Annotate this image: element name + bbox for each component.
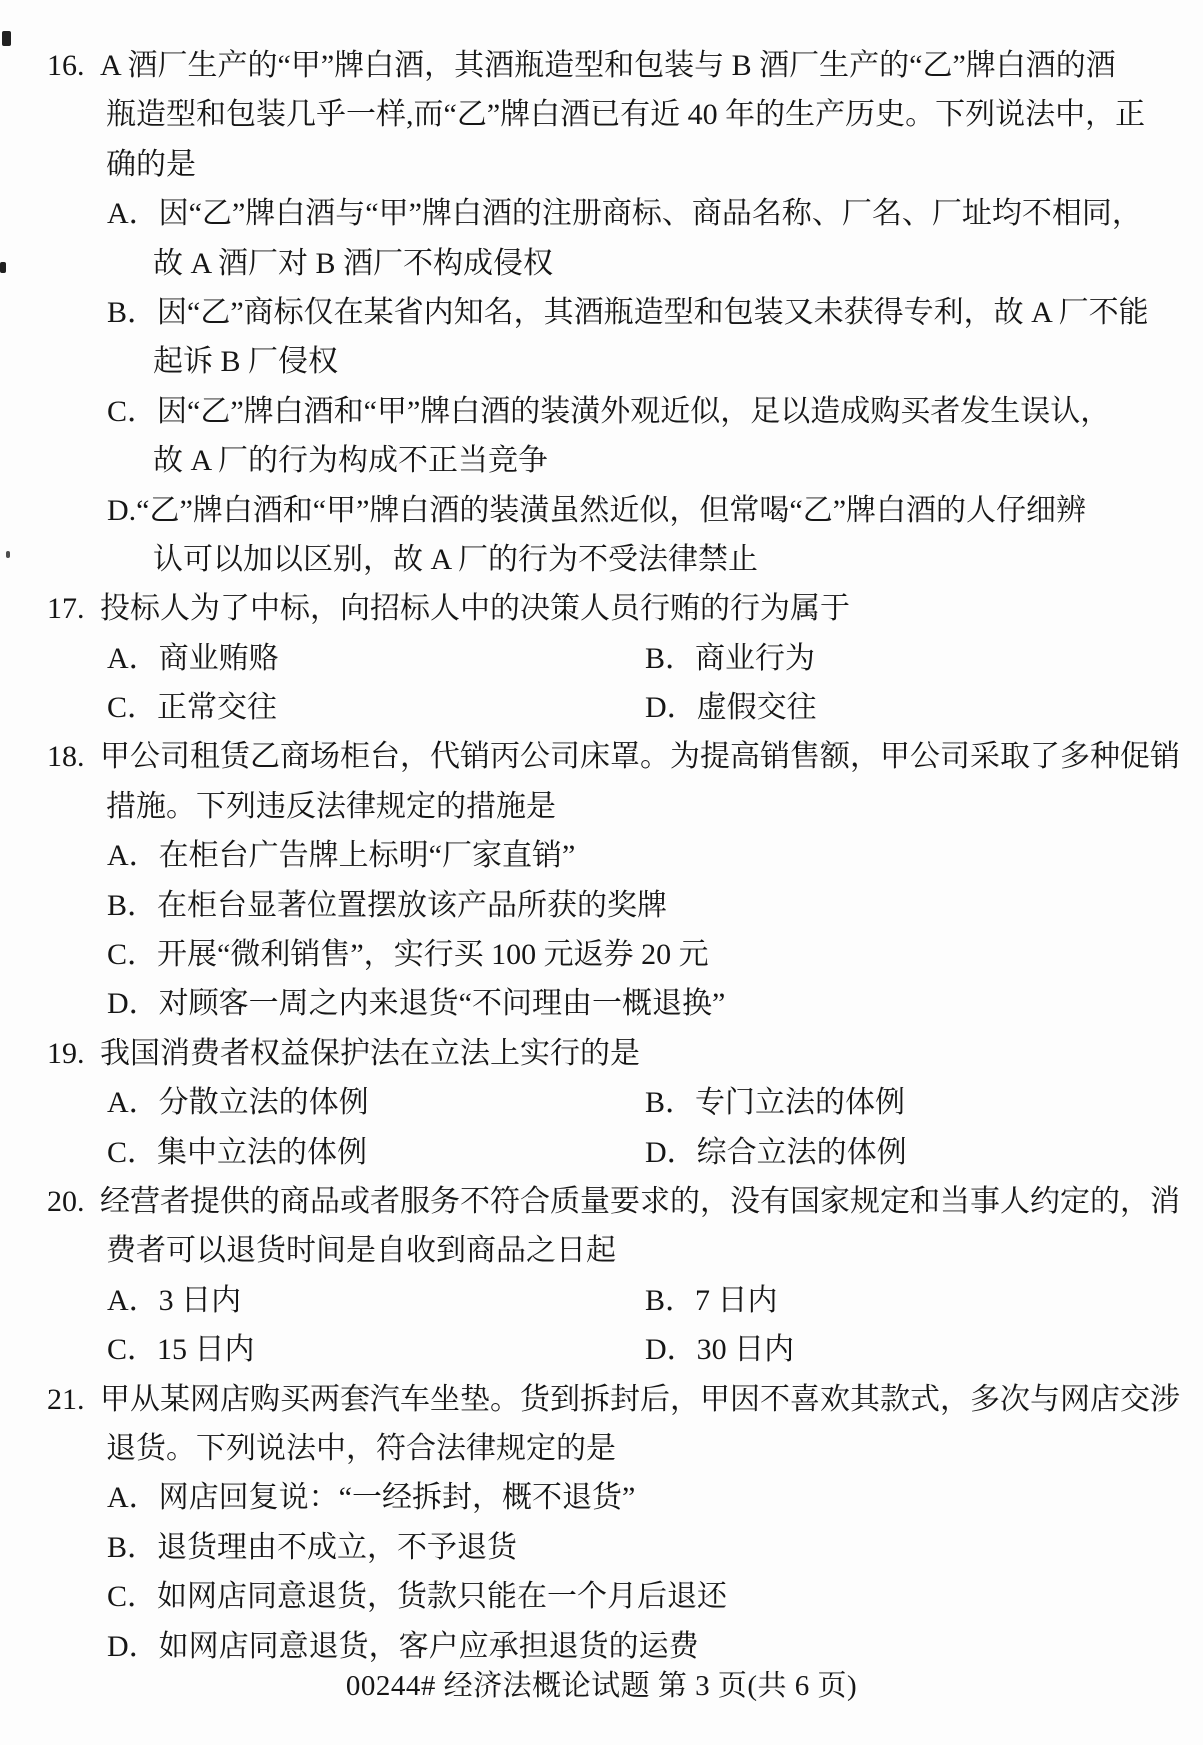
question-18-number: 18. (47, 740, 85, 774)
question-21-stem-line-1 (0, 1375, 1203, 1424)
question-18-option-c: C．开展“微利销售”，实行买 100 元返券 20 元 (107, 938, 709, 972)
question-17-option-b: B．商业行为 (645, 641, 816, 675)
question-16-option-c-line-2: 故 A 厂的行为构成不正当竞争 (153, 444, 549, 478)
question-19-option-c: C．集中立法的体例 (107, 1135, 368, 1169)
question-20-number: 20. (47, 1184, 85, 1218)
question-19-option-b: B．专门立法的体例 (645, 1086, 906, 1120)
question-17-option-row-2 (0, 683, 1203, 732)
question-16-stem-line-1 (0, 41, 1203, 90)
question-19-option-row-2 (0, 1128, 1203, 1177)
question-16-option-b-line-2: 起诉 B 厂侵权 (153, 345, 339, 379)
question-21-option-d: D．如网店同意退货，客户应承担退货的运费 (107, 1629, 699, 1663)
question-17-number: 17. (47, 592, 85, 626)
question-18-stem-line-2: 措施。下列违反法律规定的措施是 (106, 789, 556, 823)
question-17-option-a: A．商业贿赂 (107, 641, 279, 675)
question-19-number: 19. (47, 1036, 85, 1070)
question-16-option-a-line-2: 故 A 酒厂对 B 酒厂不构成侵权 (153, 246, 554, 280)
question-20-option-d: D．30 日内 (645, 1333, 795, 1367)
question-21-option-a: A．网店回复说：“一经拆封，概不退货” (107, 1481, 636, 1515)
question-list (0, 41, 1203, 1671)
question-21-option-b: B．退货理由不成立，不予退货 (107, 1530, 518, 1564)
question-17-stem-line-1 (0, 584, 1203, 633)
question-20-option-a: A．3 日内 (107, 1283, 242, 1317)
page-footer: 00244# 经济法概论试题 第 3 页(共 6 页) (345, 1670, 858, 1702)
question-18-stem-line-1 (0, 732, 1203, 781)
question-18-option-d: D．对顾客一周之内来退货“不问理由一概退换” (107, 987, 726, 1021)
question-18-option-b: B．在柜台显著位置摆放该产品所获的奖牌 (107, 888, 668, 922)
question-16-option-d-line-1: D.“乙”牌白酒和“甲”牌白酒的装潢虽然近似，但常喝“乙”牌白酒的人仔细辨 (107, 493, 1087, 527)
question-21-number: 21. (47, 1382, 85, 1416)
question-21-stem-line-2: 退货。下列说法中，符合法律规定的是 (106, 1431, 616, 1465)
question-18-stem-text: 甲公司租赁乙商场柜台，代销丙公司床罩。为提高销售额，甲公司采取了多种促销 (100, 740, 1180, 774)
question-16-stem-text: A 酒厂生产的“甲”牌白酒，其酒瓶造型和包装与 B 酒厂生产的“乙”牌白酒的酒 (100, 49, 1116, 82)
question-20-option-c: C．15 日内 (107, 1333, 255, 1367)
question-17-stem-text: 投标人为了中标，向招标人中的决策人员行贿的行为属于 (100, 592, 850, 626)
question-21-option-c: C．如网店同意退货，货款只能在一个月后退还 (107, 1580, 728, 1614)
question-20-option-row-2 (0, 1325, 1203, 1374)
question-21-stem-text: 甲从某网店购买两套汽车坐垫。货到拆封后，甲因不喜欢其款式，多次与网店交涉 (100, 1382, 1180, 1416)
question-20-stem-text: 经营者提供的商品或者服务不符合质量要求的，没有国家规定和当事人约定的，消 (100, 1184, 1180, 1218)
question-18-option-a: A．在柜台广告牌上标明“厂家直销” (107, 839, 576, 873)
question-16-option-b-line-1: B．因“乙”商标仅在某省内知名，其酒瓶造型和包装又未获得专利，故 A 厂不能 (107, 295, 1149, 329)
question-16-option-d-line-2: 认可以加以区别，故 A 厂的行为不受法律禁止 (153, 542, 759, 576)
question-17-option-c: C．正常交往 (107, 691, 278, 725)
question-20-stem-line-1 (0, 1177, 1203, 1226)
question-16-number: 16. (47, 49, 85, 82)
question-16-option-a-line-1: A．因“乙”牌白酒与“甲”牌白酒的注册商标、商品名称、厂名、厂址均不相同， (107, 197, 1142, 231)
question-20-stem-line-2: 费者可以退货时间是自收到商品之日起 (106, 1234, 616, 1268)
question-16-option-c-line-1: C．因“乙”牌白酒和“甲”牌白酒的装潢外观近似，足以造成购买者发生误认， (107, 394, 1111, 428)
question-19-option-d: D．综合立法的体例 (645, 1135, 907, 1169)
question-19-option-a: A．分散立法的体例 (107, 1086, 369, 1120)
question-19-option-row-1 (0, 1078, 1203, 1127)
question-19-stem-text: 我国消费者权益保护法在立法上实行的是 (100, 1036, 640, 1070)
question-16-stem-line-3: 确的是 (106, 147, 196, 181)
question-17-option-row-1 (0, 634, 1203, 683)
question-16-stem-line-2: 瓶造型和包装几乎一样,而“乙”牌白酒已有近 40 年的生产历史。下列说法中，正 (106, 98, 1146, 132)
question-17-option-d: D．虚假交往 (645, 691, 817, 725)
question-19-stem-line-1 (0, 1029, 1203, 1078)
question-20-option-row-1 (0, 1276, 1203, 1325)
question-20-option-b: B．7 日内 (645, 1283, 778, 1317)
